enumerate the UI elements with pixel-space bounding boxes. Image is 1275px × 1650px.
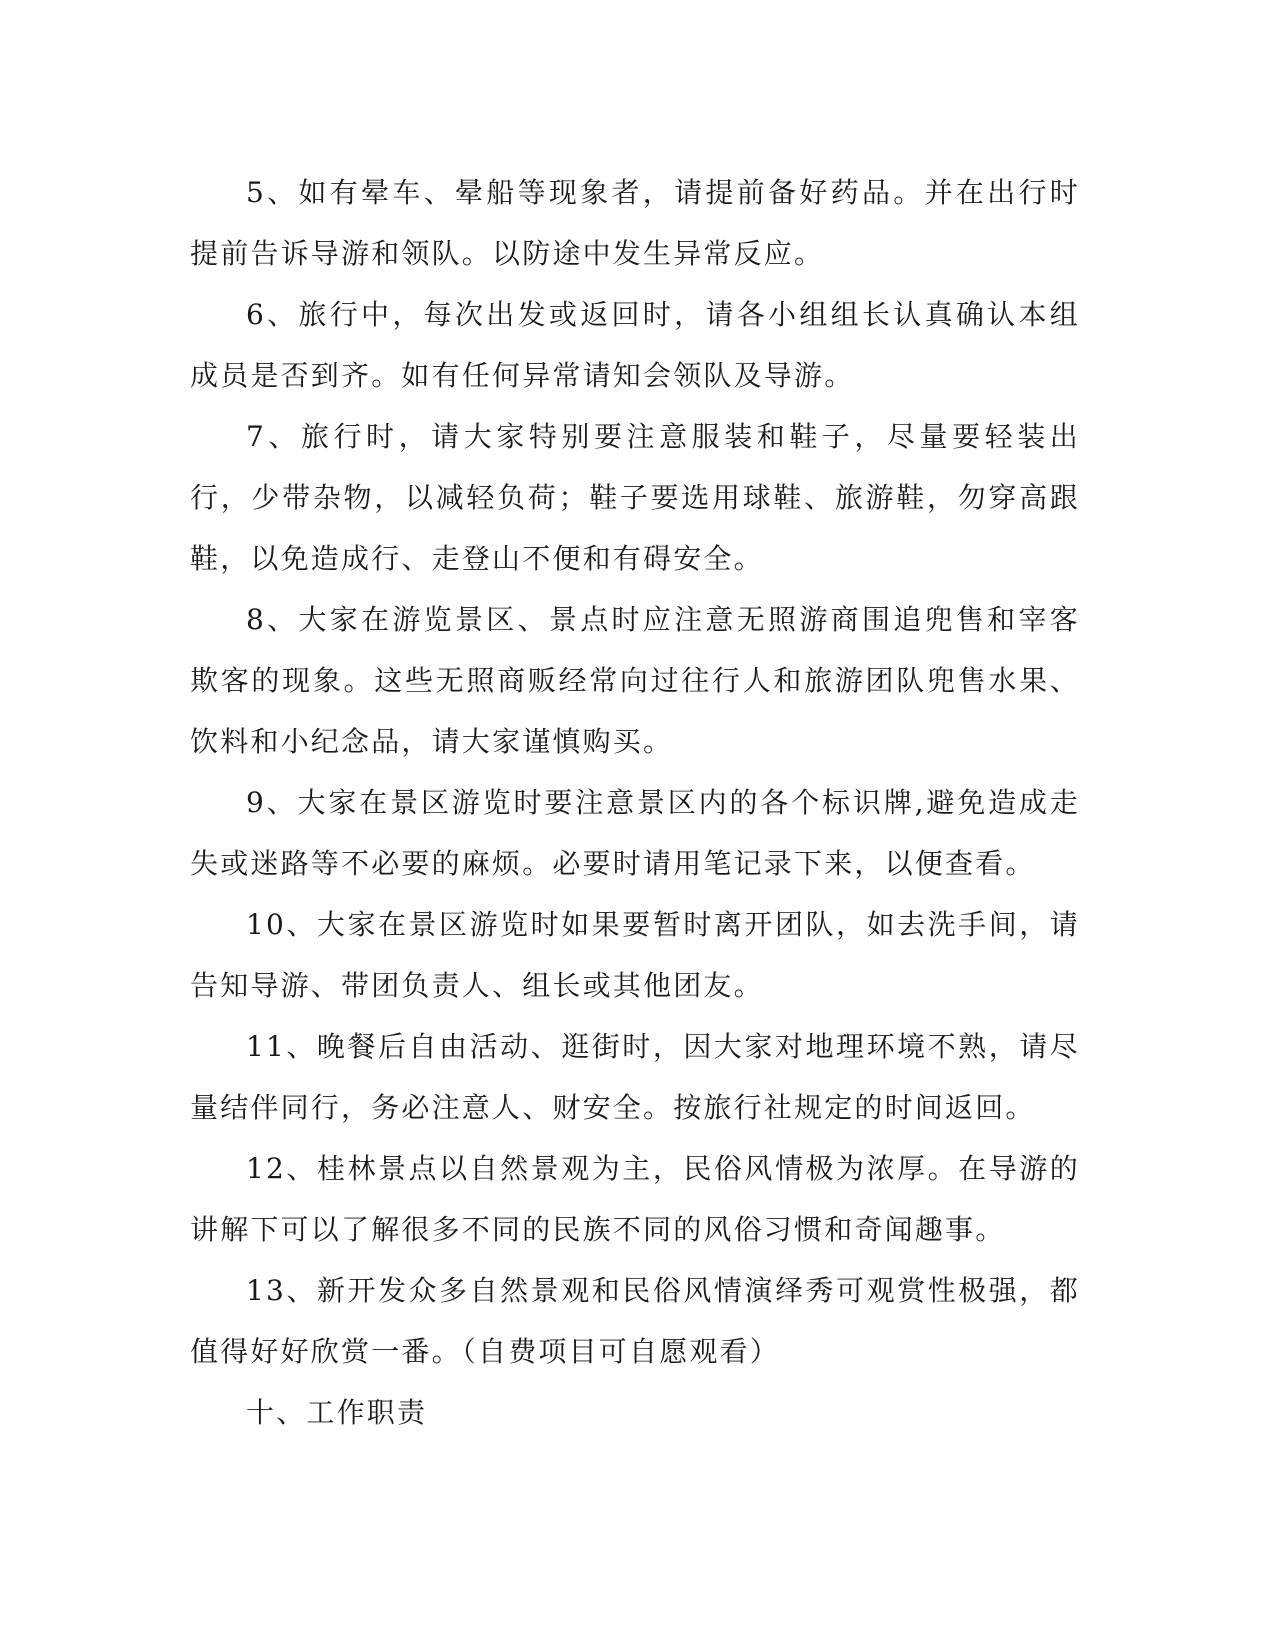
paragraph-item-7: 7、旅行时，请大家特别要注意服装和鞋子，尽量要轻装出行，少带杂物，以减轻负荷；鞋子要选用球鞋、旅游鞋，勿穿高跟鞋，以免造成行、走登山不便和有碍安全。 bbox=[190, 420, 1080, 575]
paragraph-item-11: 11、晚餐后自由活动、逛街时，因大家对地理环境不熟，请尽量结伴同行，务必注意人、财安全。按旅行社规定的时间返回。 bbox=[190, 1030, 1080, 1124]
paragraph-item-6: 6、旅行中，每次出发或返回时，请各小组组长认真确认本组成员是否到齐。如有任何异常请知会领队及导游。 bbox=[190, 298, 1080, 392]
paragraph-item-5: 5、如有晕车、晕船等现象者，请提前备好药品。并在出行时提前告诉导游和领队。以防途中发生异常反应。 bbox=[190, 176, 1080, 270]
paragraph-item-9: 9、大家在景区游览时要注意景区内的各个标识牌,避免造成走失或迷路等不必要的麻烦。必要时请用笔记录下来，以便查看。 bbox=[190, 786, 1080, 880]
paragraph-item-10: 10、大家在景区游览时如果要暂时离开团队，如去洗手间，请告知导游、带团负责人、组长或其他团友。 bbox=[190, 908, 1080, 1002]
paragraph-item-8: 8、大家在游览景区、景点时应注意无照游商围追兜售和宰客欺客的现象。这些无照商贩经常向过往行人和旅游团队兜售水果、饮料和小纪念品，请大家谨慎购买。 bbox=[190, 603, 1080, 758]
paragraph-item-13: 13、新开发众多自然景观和民俗风情演绎秀可观赏性极强，都值得好好欣赏一番。（自费项目可自愿观看） bbox=[190, 1274, 1080, 1368]
document-body bbox=[190, 162, 1080, 1443]
section-heading: 十、工作职责 bbox=[246, 1396, 428, 1429]
paragraph-item-12: 12、桂林景点以自然景观为主，民俗风情极为浓厚。在导游的讲解下可以了解很多不同的民族不同的风俗习惯和奇闻趣事。 bbox=[190, 1152, 1080, 1246]
